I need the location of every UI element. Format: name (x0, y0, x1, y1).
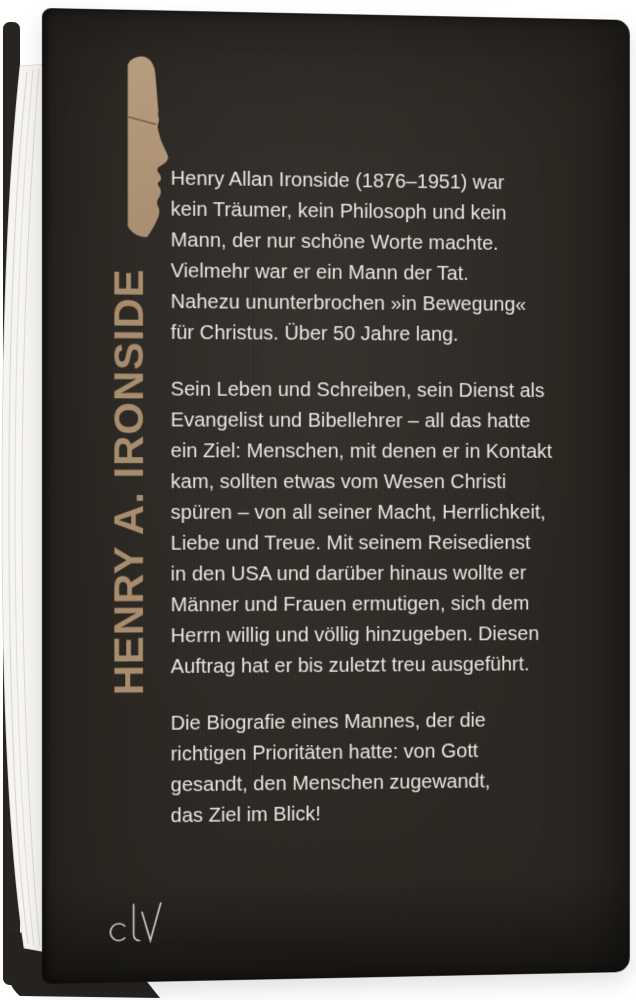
text-line: gesandt, den Menschen zugewandt, (170, 769, 491, 797)
text-line: Nahezu ununterbrochen »in Bewegung« (170, 290, 527, 316)
text-line: Auftrag hat er bis zuletzt treu ausgeführt. (170, 652, 530, 679)
paragraph (171, 374, 615, 682)
text-line: Die Biografie eines Mannes, der die (170, 708, 486, 735)
text-line: kam, sollten etwas vom Wesen Christi (170, 470, 507, 494)
text-line: Männer und Frauen ermutigen, sich dem (170, 591, 530, 617)
text-line: Evangelist und Bibellehrer – all das hatte (170, 408, 531, 433)
logo-letter-c (110, 924, 124, 941)
logo-letter-l (134, 904, 140, 940)
paragraph (171, 704, 615, 831)
back-cover (42, 8, 630, 984)
text-line: spüren – von all seiner Macht, Herrlichkeit, (170, 500, 546, 524)
vertical-title-wrap (102, 235, 157, 696)
text-line: ein Ziel: Menschen, mit denen er in Kontakt (170, 439, 553, 463)
text-line: Liebe und Treue. Mit seinem Reisedienst (170, 531, 531, 555)
text-line: Henry Allan Ironside (1876–1951) war (170, 166, 505, 194)
text-line: Sein Leben und Schreiben, sein Dienst als (170, 377, 545, 403)
paragraph (171, 163, 615, 351)
back-cover-blurb (171, 163, 615, 831)
text-line: das Ziel im Blick! (170, 802, 321, 828)
text-line: in den USA und darüber hinaus wollte er (170, 561, 527, 586)
vertical-title: HENRY A. IRONSIDE (105, 268, 152, 696)
text-line: Mann, der nur schöne Worte machte. (170, 228, 499, 255)
text-line: für Christus. Über 50 Jahre lang. (170, 320, 459, 346)
text-line: richtigen Prioritäten hatte: von Gott (170, 739, 479, 766)
text-line: Herrn willig und völlig hinzugeben. Diesen (170, 622, 540, 648)
text-line: Vielmehr war er ein Mann der Tat. (170, 259, 469, 285)
logo-letter-v (142, 903, 161, 941)
clv-publisher-logo (109, 900, 166, 947)
text-line: kein Träumer, kein Philosoph und kein (170, 197, 507, 225)
